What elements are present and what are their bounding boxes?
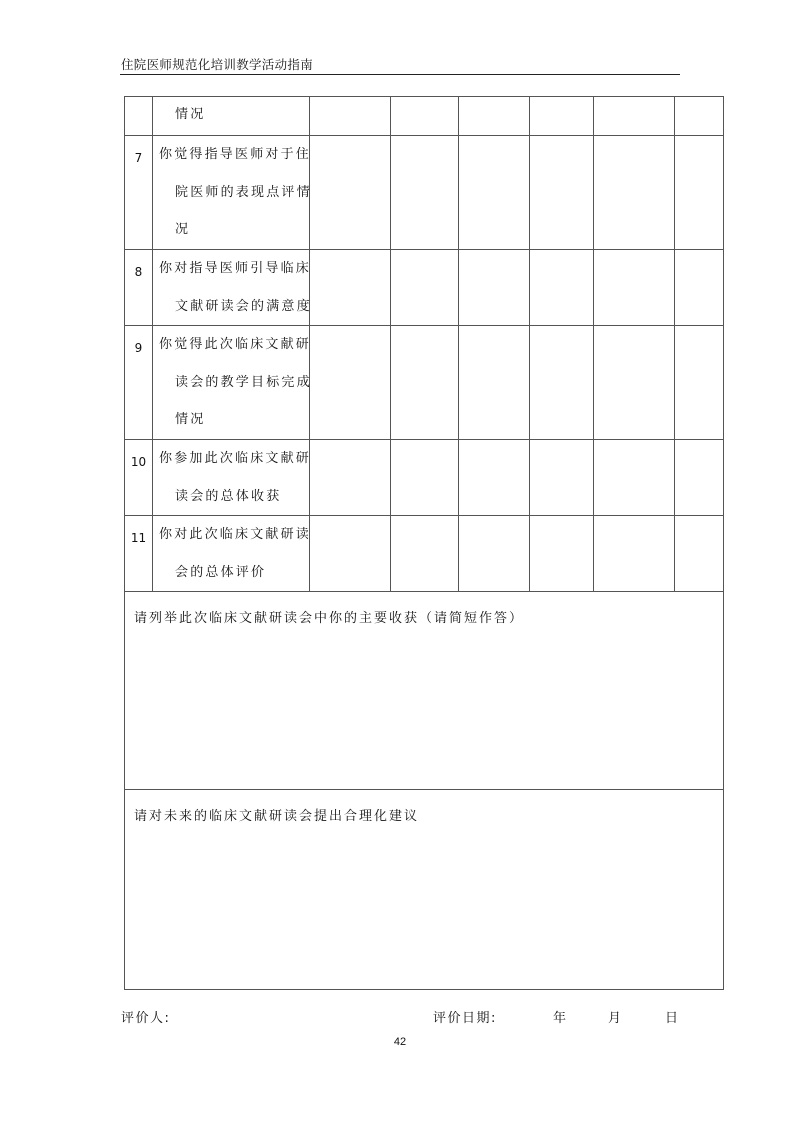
question-line: 况 (175, 222, 191, 237)
rating-cell[interactable] (530, 136, 594, 250)
header-title: 住院医师规范化培训教学活动指南 (121, 57, 314, 72)
question-line: 你参加此次临床文献研 (159, 451, 312, 466)
page-number: 42 (393, 1036, 407, 1048)
rating-cell[interactable] (675, 136, 724, 250)
question-line: 你对指导医师引导临床 (159, 261, 312, 276)
rating-cell[interactable] (675, 250, 724, 326)
rating-cell[interactable] (310, 136, 391, 250)
rating-cell[interactable] (391, 97, 459, 136)
question-line: 院医师的表现点评情 (175, 184, 312, 200)
item-number: 9 (125, 326, 153, 440)
question-line: 你觉得指导医师对于住 (159, 147, 312, 162)
rating-cell[interactable] (594, 97, 675, 136)
rating-cell[interactable] (391, 440, 459, 516)
rating-cell[interactable] (459, 97, 530, 136)
rating-cell[interactable] (310, 97, 391, 136)
item-number (125, 97, 153, 136)
evaluation-date-label: 评价日期: (433, 1011, 497, 1026)
rating-cell[interactable] (594, 440, 675, 516)
rating-cell[interactable] (675, 516, 724, 592)
rating-cell[interactable] (675, 97, 724, 136)
open-question-cell[interactable] (125, 592, 724, 790)
question-line: 读会的总体收获 (175, 488, 282, 504)
table-row (125, 97, 724, 136)
open-question-row (125, 790, 724, 990)
question-line: 会的总体评价 (175, 564, 267, 580)
rating-cell[interactable] (391, 250, 459, 326)
question-line: 你觉得此次临床文献研 (159, 337, 312, 352)
question-cell (153, 136, 310, 250)
rating-cell[interactable] (530, 326, 594, 440)
table-row (125, 326, 724, 440)
open-question-cell[interactable] (125, 790, 724, 990)
month-label: 月 (608, 1011, 622, 1026)
rating-cell[interactable] (530, 516, 594, 592)
rating-cell[interactable] (391, 516, 459, 592)
question-line: 你对此次临床文献研读 (159, 527, 312, 542)
item-number: 10 (125, 440, 153, 516)
rating-cell[interactable] (675, 326, 724, 440)
table-row (125, 440, 724, 516)
open-question-row (125, 592, 724, 790)
item-number: 7 (125, 136, 153, 250)
rating-cell[interactable] (530, 440, 594, 516)
table-row (125, 250, 724, 326)
question-line: 情况 (175, 412, 206, 427)
rating-cell[interactable] (310, 516, 391, 592)
question-cell (153, 97, 310, 136)
rating-cell[interactable] (594, 326, 675, 440)
open-question-prompt: 请对未来的临床文献研读会提出合理化建议 (134, 809, 420, 824)
question-line: 情况 (175, 107, 206, 122)
open-question-prompt: 请列举此次临床文献研读会中你的主要收获（请简短作答） (134, 611, 525, 626)
day-label: 日 (665, 1011, 679, 1026)
rating-cell[interactable] (530, 97, 594, 136)
rating-cell[interactable] (459, 250, 530, 326)
rating-cell[interactable] (391, 326, 459, 440)
table-row (125, 516, 724, 592)
question-cell (153, 516, 310, 592)
rating-cell[interactable] (594, 250, 675, 326)
rating-cell[interactable] (594, 516, 675, 592)
question-cell (153, 326, 310, 440)
rating-cell[interactable] (459, 136, 530, 250)
question-cell (153, 250, 310, 326)
rating-cell[interactable] (310, 326, 391, 440)
rating-cell[interactable] (310, 440, 391, 516)
rating-cell[interactable] (459, 440, 530, 516)
rating-cell[interactable] (594, 136, 675, 250)
rating-cell[interactable] (675, 440, 724, 516)
evaluation-table (124, 96, 724, 990)
table-row (125, 136, 724, 250)
question-line: 读会的教学目标完成 (175, 374, 312, 390)
evaluator-label: 评价人: (121, 1011, 171, 1026)
evaluation-table-body (125, 97, 724, 990)
rating-cell[interactable] (459, 516, 530, 592)
question-line: 文献研读会的满意度 (175, 298, 312, 314)
item-number: 8 (125, 250, 153, 326)
rating-cell[interactable] (391, 136, 459, 250)
item-number: 11 (125, 516, 153, 592)
year-label: 年 (553, 1011, 567, 1026)
header-rule (120, 74, 680, 75)
rating-cell[interactable] (310, 250, 391, 326)
rating-cell[interactable] (530, 250, 594, 326)
question-cell (153, 440, 310, 516)
rating-cell[interactable] (459, 326, 530, 440)
